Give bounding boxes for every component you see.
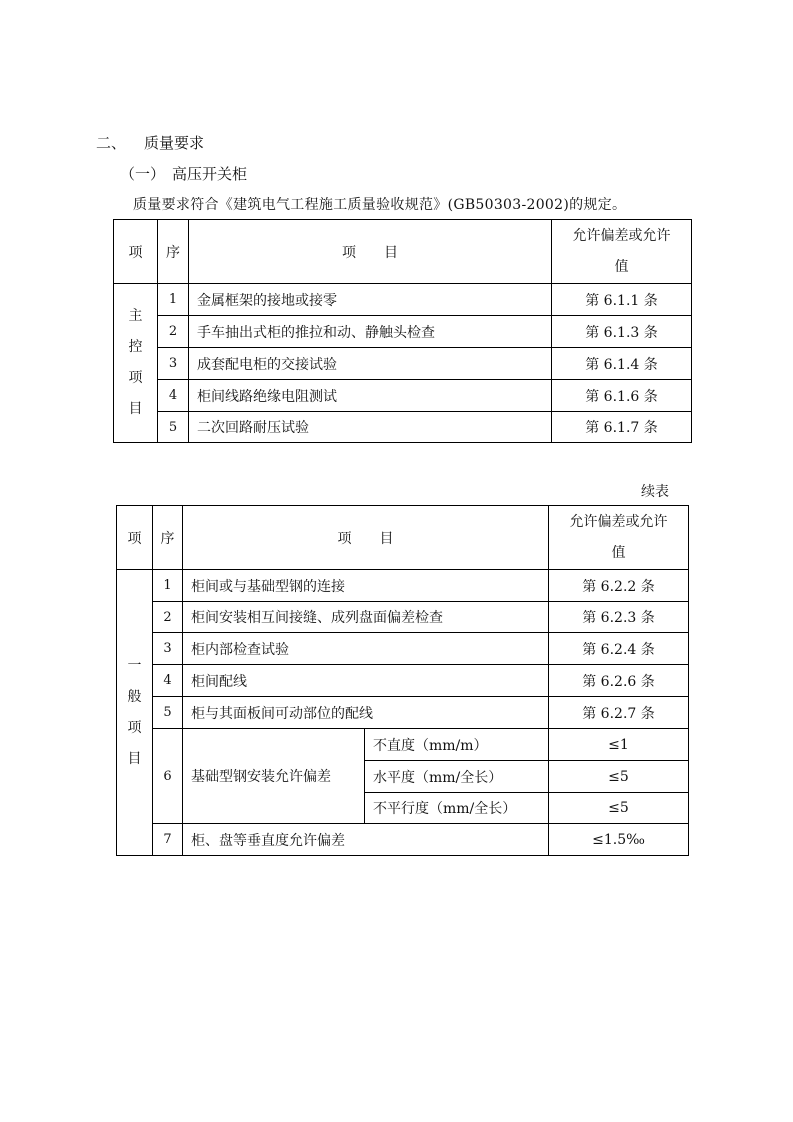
row-seq: 1 bbox=[153, 570, 183, 602]
row-item: 手车抽出式柜的推拉和动、静触头检查 bbox=[189, 316, 552, 348]
row-item: 基础型钢安装允许偏差 bbox=[183, 729, 365, 824]
category-main-control bbox=[114, 284, 158, 443]
subitem-value: ≤5 bbox=[549, 793, 689, 824]
row-seq: 2 bbox=[153, 602, 183, 633]
row-item: 柜、盘等垂直度允许偏差 bbox=[183, 824, 549, 856]
row-value: 第 6.1.1 条 bbox=[552, 284, 692, 316]
table-row bbox=[117, 697, 689, 729]
table-header-row bbox=[114, 220, 692, 284]
subitem-value: ≤5 bbox=[549, 761, 689, 793]
subitem-value: ≤1 bbox=[549, 729, 689, 761]
table-header-row bbox=[117, 506, 689, 570]
row-value: 第 6.2.2 条 bbox=[549, 570, 689, 602]
row-seq: 7 bbox=[153, 824, 183, 856]
subsection-title: 高压开关柜 bbox=[172, 165, 248, 183]
header-value-line1: 允许偏差或允许 bbox=[569, 513, 668, 530]
row-seq: 5 bbox=[158, 412, 189, 443]
table-row bbox=[117, 570, 689, 602]
header-value bbox=[552, 220, 692, 284]
row-item: 柜间配线 bbox=[183, 665, 549, 697]
category-char: 目 bbox=[128, 401, 143, 417]
table-row bbox=[114, 412, 692, 443]
row-value: 第 6.2.3 条 bbox=[549, 602, 689, 633]
subitem-name: 不平行度（mm/全长） bbox=[365, 793, 549, 824]
subitem-name: 水平度（mm/全长） bbox=[365, 761, 549, 793]
row-value: ≤1.5‰ bbox=[549, 824, 689, 856]
table-row bbox=[117, 602, 689, 633]
header-value-line1: 允许偏差或允许 bbox=[572, 227, 671, 244]
row-seq: 2 bbox=[158, 316, 189, 348]
table-row bbox=[117, 824, 689, 856]
table-row bbox=[114, 348, 692, 380]
row-seq: 3 bbox=[153, 633, 183, 665]
header-item: 项 目 bbox=[189, 220, 552, 284]
subitem-name: 不直度（mm/m） bbox=[365, 729, 549, 761]
subsection-number: （一） bbox=[120, 165, 166, 183]
category-char: 主 bbox=[128, 308, 143, 324]
header-item: 项 目 bbox=[183, 506, 549, 570]
category-char: 项 bbox=[128, 370, 143, 386]
category-char: 目 bbox=[127, 750, 142, 767]
table-row bbox=[114, 380, 692, 412]
header-seq: 序 bbox=[158, 220, 189, 284]
category-general bbox=[117, 570, 153, 856]
category-char: 控 bbox=[128, 339, 143, 355]
header-category: 项 bbox=[117, 506, 153, 570]
category-char: 般 bbox=[127, 688, 142, 705]
header-value-line2: 值 bbox=[614, 258, 629, 275]
section-title: 质量要求 bbox=[144, 134, 205, 152]
row-seq: 6 bbox=[153, 729, 183, 824]
general-items-table bbox=[116, 505, 689, 856]
continued-label: 续表 bbox=[641, 484, 669, 500]
category-char: 一 bbox=[127, 657, 142, 674]
main-control-items-table bbox=[113, 219, 692, 443]
header-seq: 序 bbox=[153, 506, 183, 570]
row-item: 柜间或与基础型钢的连接 bbox=[183, 570, 549, 602]
row-value: 第 6.1.6 条 bbox=[552, 380, 692, 412]
row-item: 金属框架的接地或接零 bbox=[189, 284, 552, 316]
intro-paragraph: 质量要求符合《建筑电气工程施工质量验收规范》(GB50303-2002)的规定。 bbox=[133, 197, 627, 213]
table-row bbox=[114, 284, 692, 316]
category-char: 项 bbox=[127, 719, 142, 736]
row-value: 第 6.2.7 条 bbox=[549, 697, 689, 729]
header-value bbox=[549, 506, 689, 570]
table-row bbox=[114, 316, 692, 348]
row-value: 第 6.1.7 条 bbox=[552, 412, 692, 443]
subsection-heading bbox=[120, 163, 247, 184]
section-heading bbox=[96, 132, 204, 153]
row-value: 第 6.2.6 条 bbox=[549, 665, 689, 697]
table-row bbox=[117, 633, 689, 665]
header-category: 项 bbox=[114, 220, 158, 284]
row-item: 柜与其面板间可动部位的配线 bbox=[183, 697, 549, 729]
row-seq: 4 bbox=[158, 380, 189, 412]
row-seq: 4 bbox=[153, 665, 183, 697]
row-value: 第 6.1.4 条 bbox=[552, 348, 692, 380]
section-number: 二、 bbox=[96, 134, 127, 152]
header-value-line2: 值 bbox=[611, 544, 626, 561]
row-item: 成套配电柜的交接试验 bbox=[189, 348, 552, 380]
row-seq: 5 bbox=[153, 697, 183, 729]
row-seq: 3 bbox=[158, 348, 189, 380]
row-value: 第 6.1.3 条 bbox=[552, 316, 692, 348]
table-row bbox=[117, 665, 689, 697]
row-value: 第 6.2.4 条 bbox=[549, 633, 689, 665]
row-item: 柜内部检查试验 bbox=[183, 633, 549, 665]
row-item: 二次回路耐压试验 bbox=[189, 412, 552, 443]
row-seq: 1 bbox=[158, 284, 189, 316]
row-item: 柜间安装相互间接缝、成列盘面偏差检查 bbox=[183, 602, 549, 633]
row-item: 柜间线路绝缘电阻测试 bbox=[189, 380, 552, 412]
table-row bbox=[117, 729, 689, 761]
